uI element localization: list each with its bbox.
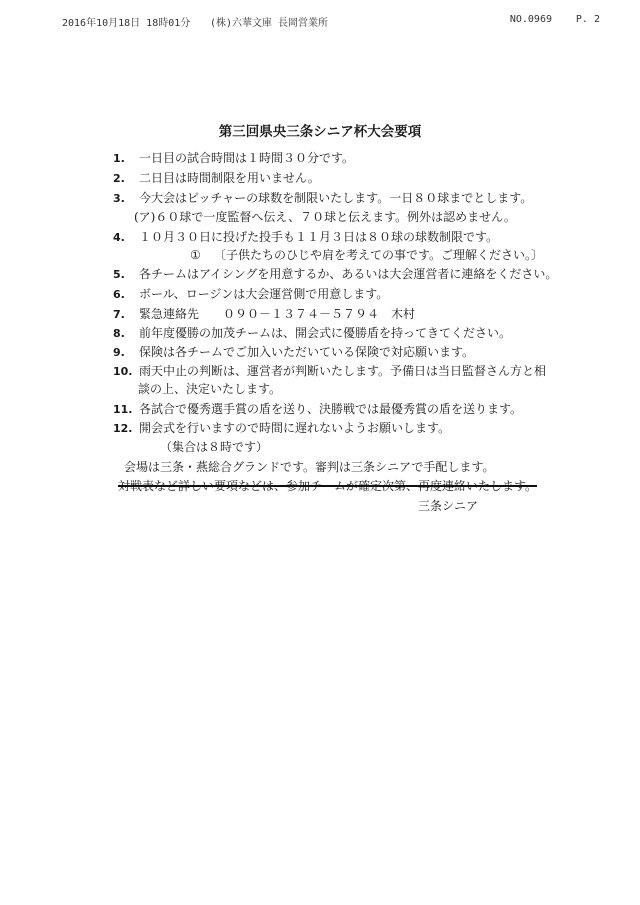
document-title: 第三回県央三条シニア杯大会要項 bbox=[218, 124, 422, 140]
item-text: 保険は各チームでご加入いただいている保険で対応願います。 bbox=[139, 345, 475, 359]
item-text: １０月３０日に投げた投手も１１月３日は８０球の球数制限です。 bbox=[139, 230, 499, 244]
list-item-1 bbox=[113, 150, 583, 167]
list-item-3 bbox=[113, 190, 583, 207]
list-item-2 bbox=[113, 170, 583, 187]
fax-page-number: P. 2 bbox=[575, 14, 600, 25]
item-text: 各試合で優秀選手賞の盾を送り、決勝戦では最優秀賞の盾を送ります。 bbox=[139, 402, 523, 416]
item-text: 緊急連絡先 ０９０－１３７４－５７９４ 木村 bbox=[139, 307, 416, 321]
item-number: 6. bbox=[113, 288, 125, 301]
item-text: 一日目の試合時間は１時間３０分です。 bbox=[139, 151, 355, 165]
list-item-11 bbox=[113, 401, 583, 418]
item-3-continuation: (ア)６０球で一度監督へ伝え、７０球と伝えます。例外は認めません。 bbox=[134, 210, 516, 224]
item-number: 9. bbox=[113, 346, 125, 359]
item-number: 5. bbox=[113, 268, 125, 281]
item-text: 雨天中止の判断は、運営者が判断いたします。予備日は当日監督さん方と相 bbox=[139, 364, 547, 378]
circled-one-marker: ① bbox=[190, 248, 201, 262]
list-item-5 bbox=[113, 266, 583, 283]
item-number: 12. bbox=[113, 422, 133, 435]
item-number: 8. bbox=[113, 327, 125, 340]
item-10-continuation: 談の上、決定いたします。 bbox=[138, 382, 282, 396]
fax-number: NO.0969 bbox=[509, 14, 552, 25]
gathering-time: （集合は８時です） bbox=[160, 440, 269, 454]
item-number: 4. bbox=[113, 231, 125, 244]
list-item-4 bbox=[113, 229, 583, 246]
list-item-6 bbox=[113, 286, 583, 303]
item-text: 二日目は時間制限を用いません。 bbox=[139, 171, 320, 185]
fax-header bbox=[62, 14, 600, 30]
item-text: 各チームはアイシングを用意するか、あるいは大会運営者に連絡をください。 bbox=[139, 267, 558, 281]
list-item-7 bbox=[113, 306, 583, 323]
item-text: 前年度優勝の加茂チームは、開会式に優勝盾を持ってきてください。 bbox=[139, 326, 512, 340]
fax-datetime: 2016年10月18日 18時01分 bbox=[62, 18, 191, 29]
list-item-8 bbox=[113, 325, 583, 342]
item-4-note-text: 〔子供たちのひじや肩を考えての事です。ご理解ください。〕 bbox=[214, 248, 544, 262]
item-text: 開会式を行いますので時間に遅れないようお願いします。 bbox=[139, 421, 451, 435]
item-number: 10. bbox=[113, 365, 133, 378]
item-number: 1. bbox=[113, 152, 125, 165]
signature: 三条シニア bbox=[418, 499, 479, 513]
item-number: 3. bbox=[113, 192, 125, 205]
item-number: 11. bbox=[113, 403, 133, 416]
item-4-note bbox=[190, 247, 543, 263]
item-text: 今大会はピッチャーの球数を制限いたします。一日８０球までとします。 bbox=[139, 191, 533, 205]
struck-through-note: 対戦表など詳しい要項などは、参加チームが確定次第、再度連絡いたします。 bbox=[118, 479, 538, 493]
list-item-9 bbox=[113, 344, 583, 361]
item-number: 2. bbox=[113, 172, 125, 185]
list-item-12 bbox=[113, 420, 583, 437]
item-text: ボール、ロージンは大会運営側で用意します。 bbox=[139, 287, 389, 301]
list-item-10 bbox=[113, 363, 583, 380]
fax-sender: (株)六華文庫 長岡営業所 bbox=[210, 18, 329, 29]
venue-note: 会場は三条・燕総合グランドです。審判は三条シニアで手配します。 bbox=[124, 460, 495, 474]
item-number: 7. bbox=[113, 308, 125, 321]
